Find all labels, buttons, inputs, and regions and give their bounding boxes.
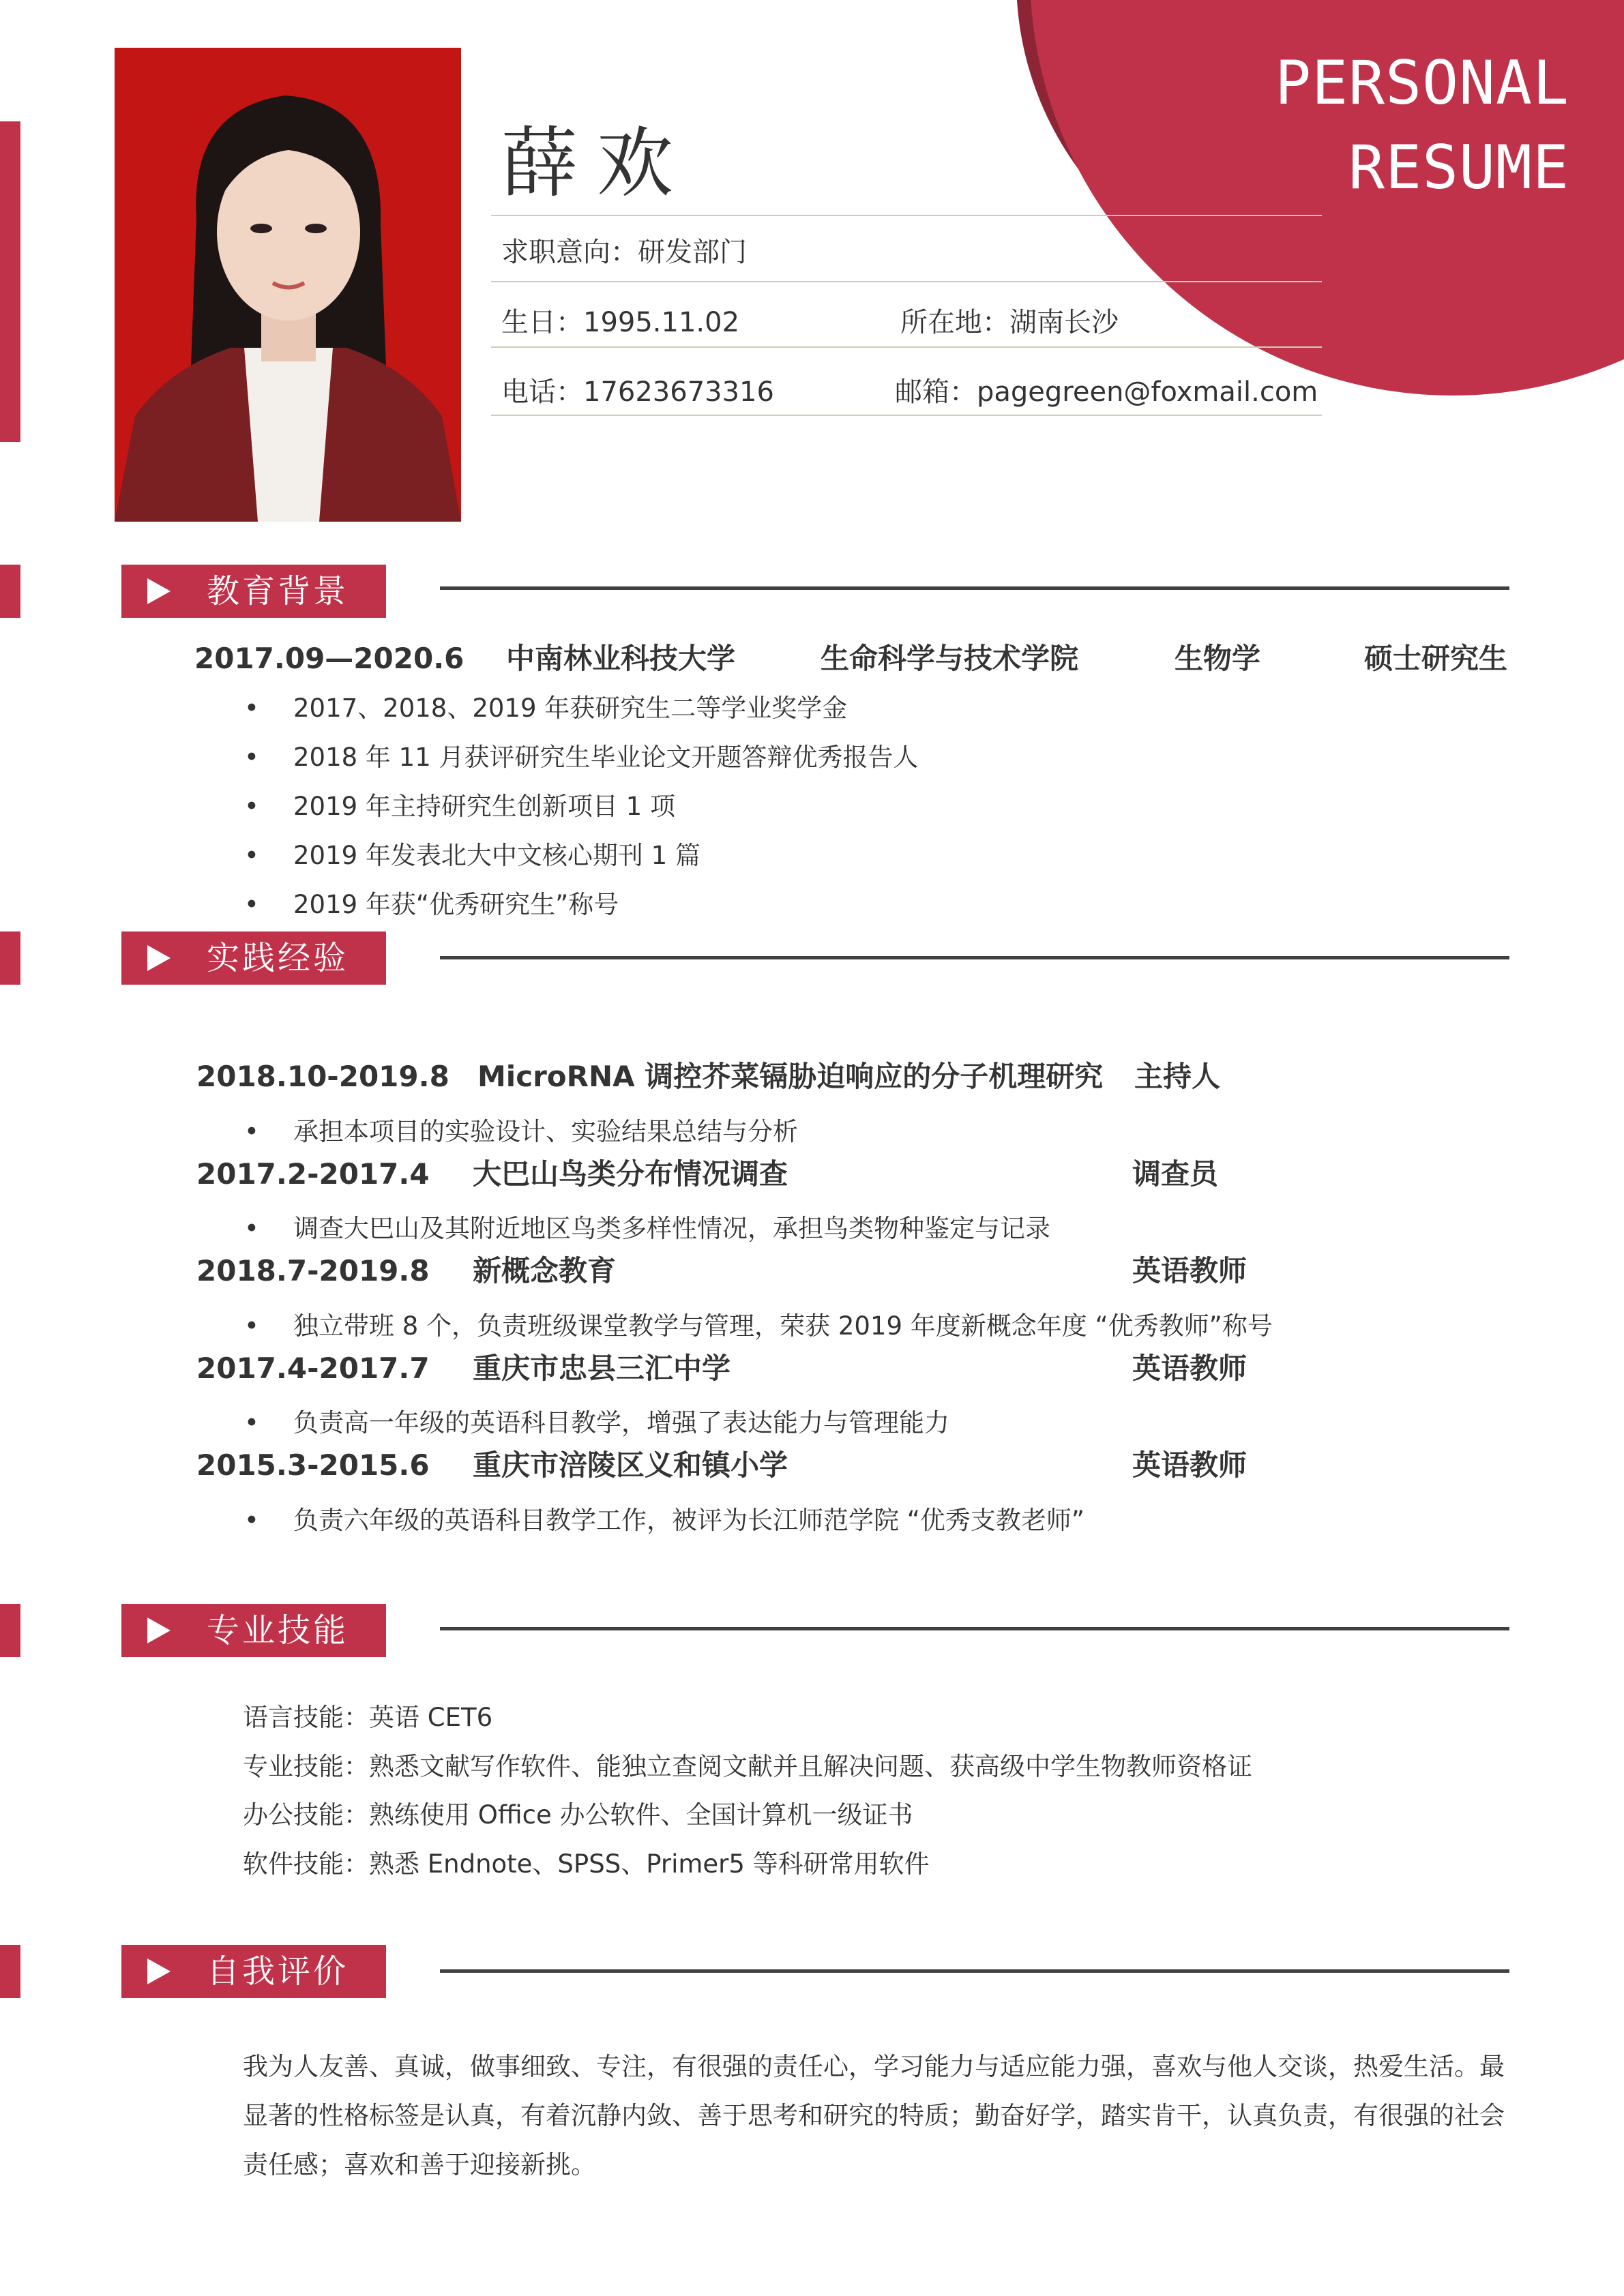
candidate-name: 薛欢: [501, 119, 692, 208]
section-title: 自我评价: [207, 1952, 349, 1991]
section-header-self-evaluation: [121, 1945, 386, 1998]
skill-item: 软件技能：熟悉 Endnote、SPSS、Primer5 等科研常用软件: [243, 1849, 930, 1879]
play-triangle-icon: [147, 1958, 171, 1984]
section-rule: [440, 586, 1509, 590]
section-tab-marker: [0, 931, 20, 985]
section-tab-marker: [0, 1604, 20, 1657]
resume-title-line2: RESUME: [1348, 132, 1569, 203]
skill-item: 办公技能：熟练使用 Office 办公软件、全国计算机一级证书: [243, 1800, 913, 1830]
edu-period: 2017.09—2020.6: [194, 642, 464, 675]
section-title: 教育背景: [207, 572, 349, 610]
practice-title: 重庆市忠县三汇中学: [473, 1352, 731, 1385]
skill-item: 专业技能：熟悉文献写作软件、能独立查阅文献并且解决问题、获高级中学生物教师资格证: [243, 1752, 1252, 1781]
practice-period: 2017.2-2017.4: [196, 1157, 430, 1191]
phone: 电话：17623673316: [501, 376, 774, 408]
edu-degree: 硕士研究生: [1364, 642, 1508, 675]
divider: [491, 415, 1322, 416]
self-evaluation-text: 我为人友善、真诚，做事细致、专注，有很强的责任心，学习能力与适应能力强，喜欢与他人交谈，热爱生活。最显著的性格标签是认真，有着沉静内敛、善于思考和研究的特质；勤奋好学，踏实肯干，认真负责，有很强的社会责任感；喜欢和善于迎接新挑。: [243, 2052, 1505, 2179]
practice-role: 主持人: [1134, 1060, 1221, 1093]
practice-title: 大巴山鸟类分布情况调查: [473, 1157, 788, 1191]
practice-title: MicroRNA 调控芥菜镉胁迫响应的分子机理研究: [477, 1060, 1104, 1093]
play-triangle-icon: [147, 945, 171, 971]
section-rule: [440, 1627, 1509, 1630]
resume-title: [1275, 41, 1569, 210]
practice-period: 2017.4-2017.7: [196, 1352, 430, 1385]
play-triangle-icon: [147, 1617, 171, 1643]
portrait-image: [115, 48, 461, 522]
location: 所在地：湖南长沙: [900, 307, 1119, 338]
section-header-skills: [121, 1604, 386, 1657]
practice-role: 英语教师: [1132, 1352, 1247, 1385]
practice-role: 英语教师: [1132, 1254, 1247, 1287]
play-triangle-icon: [147, 578, 171, 604]
section-header-education: [121, 565, 386, 618]
section-tab-marker: [0, 565, 20, 618]
practice-period: 2018.7-2019.8: [196, 1254, 430, 1287]
profile-photo: [115, 48, 461, 522]
edu-school: 中南林业科技大学: [506, 642, 736, 675]
resume-title-line1: PERSONAL: [1275, 48, 1569, 118]
email: 邮箱：pagegreen@foxmail.com: [895, 376, 1318, 408]
section-title: 专业技能: [207, 1611, 349, 1650]
practice-role: 英语教师: [1132, 1448, 1247, 1482]
section-rule: [440, 956, 1509, 959]
practice-role: 调查员: [1132, 1157, 1219, 1191]
divider: [491, 215, 1322, 216]
divider: [491, 281, 1322, 282]
job-intention: 求职意向：研发部门: [501, 237, 747, 268]
practice-title: 重庆市涪陵区义和镇小学: [473, 1448, 788, 1482]
section-tab-marker: [0, 1945, 20, 1998]
skill-item: 语言技能：英语 CET6: [243, 1703, 493, 1732]
section-rule: [440, 1969, 1509, 1973]
practice-period: 2018.10-2019.8: [196, 1060, 449, 1093]
edu-major: 生物学: [1175, 642, 1261, 675]
birthday: 生日：1995.11.02: [501, 307, 740, 338]
divider: [491, 346, 1322, 348]
left-accent-bar: [0, 121, 20, 442]
section-title: 实践经验: [207, 939, 349, 977]
edu-college: 生命科学与技术学院: [821, 642, 1079, 675]
practice-period: 2015.3-2015.6: [196, 1448, 430, 1482]
section-header-practice: [121, 931, 386, 985]
practice-title: 新概念教育: [473, 1254, 617, 1287]
